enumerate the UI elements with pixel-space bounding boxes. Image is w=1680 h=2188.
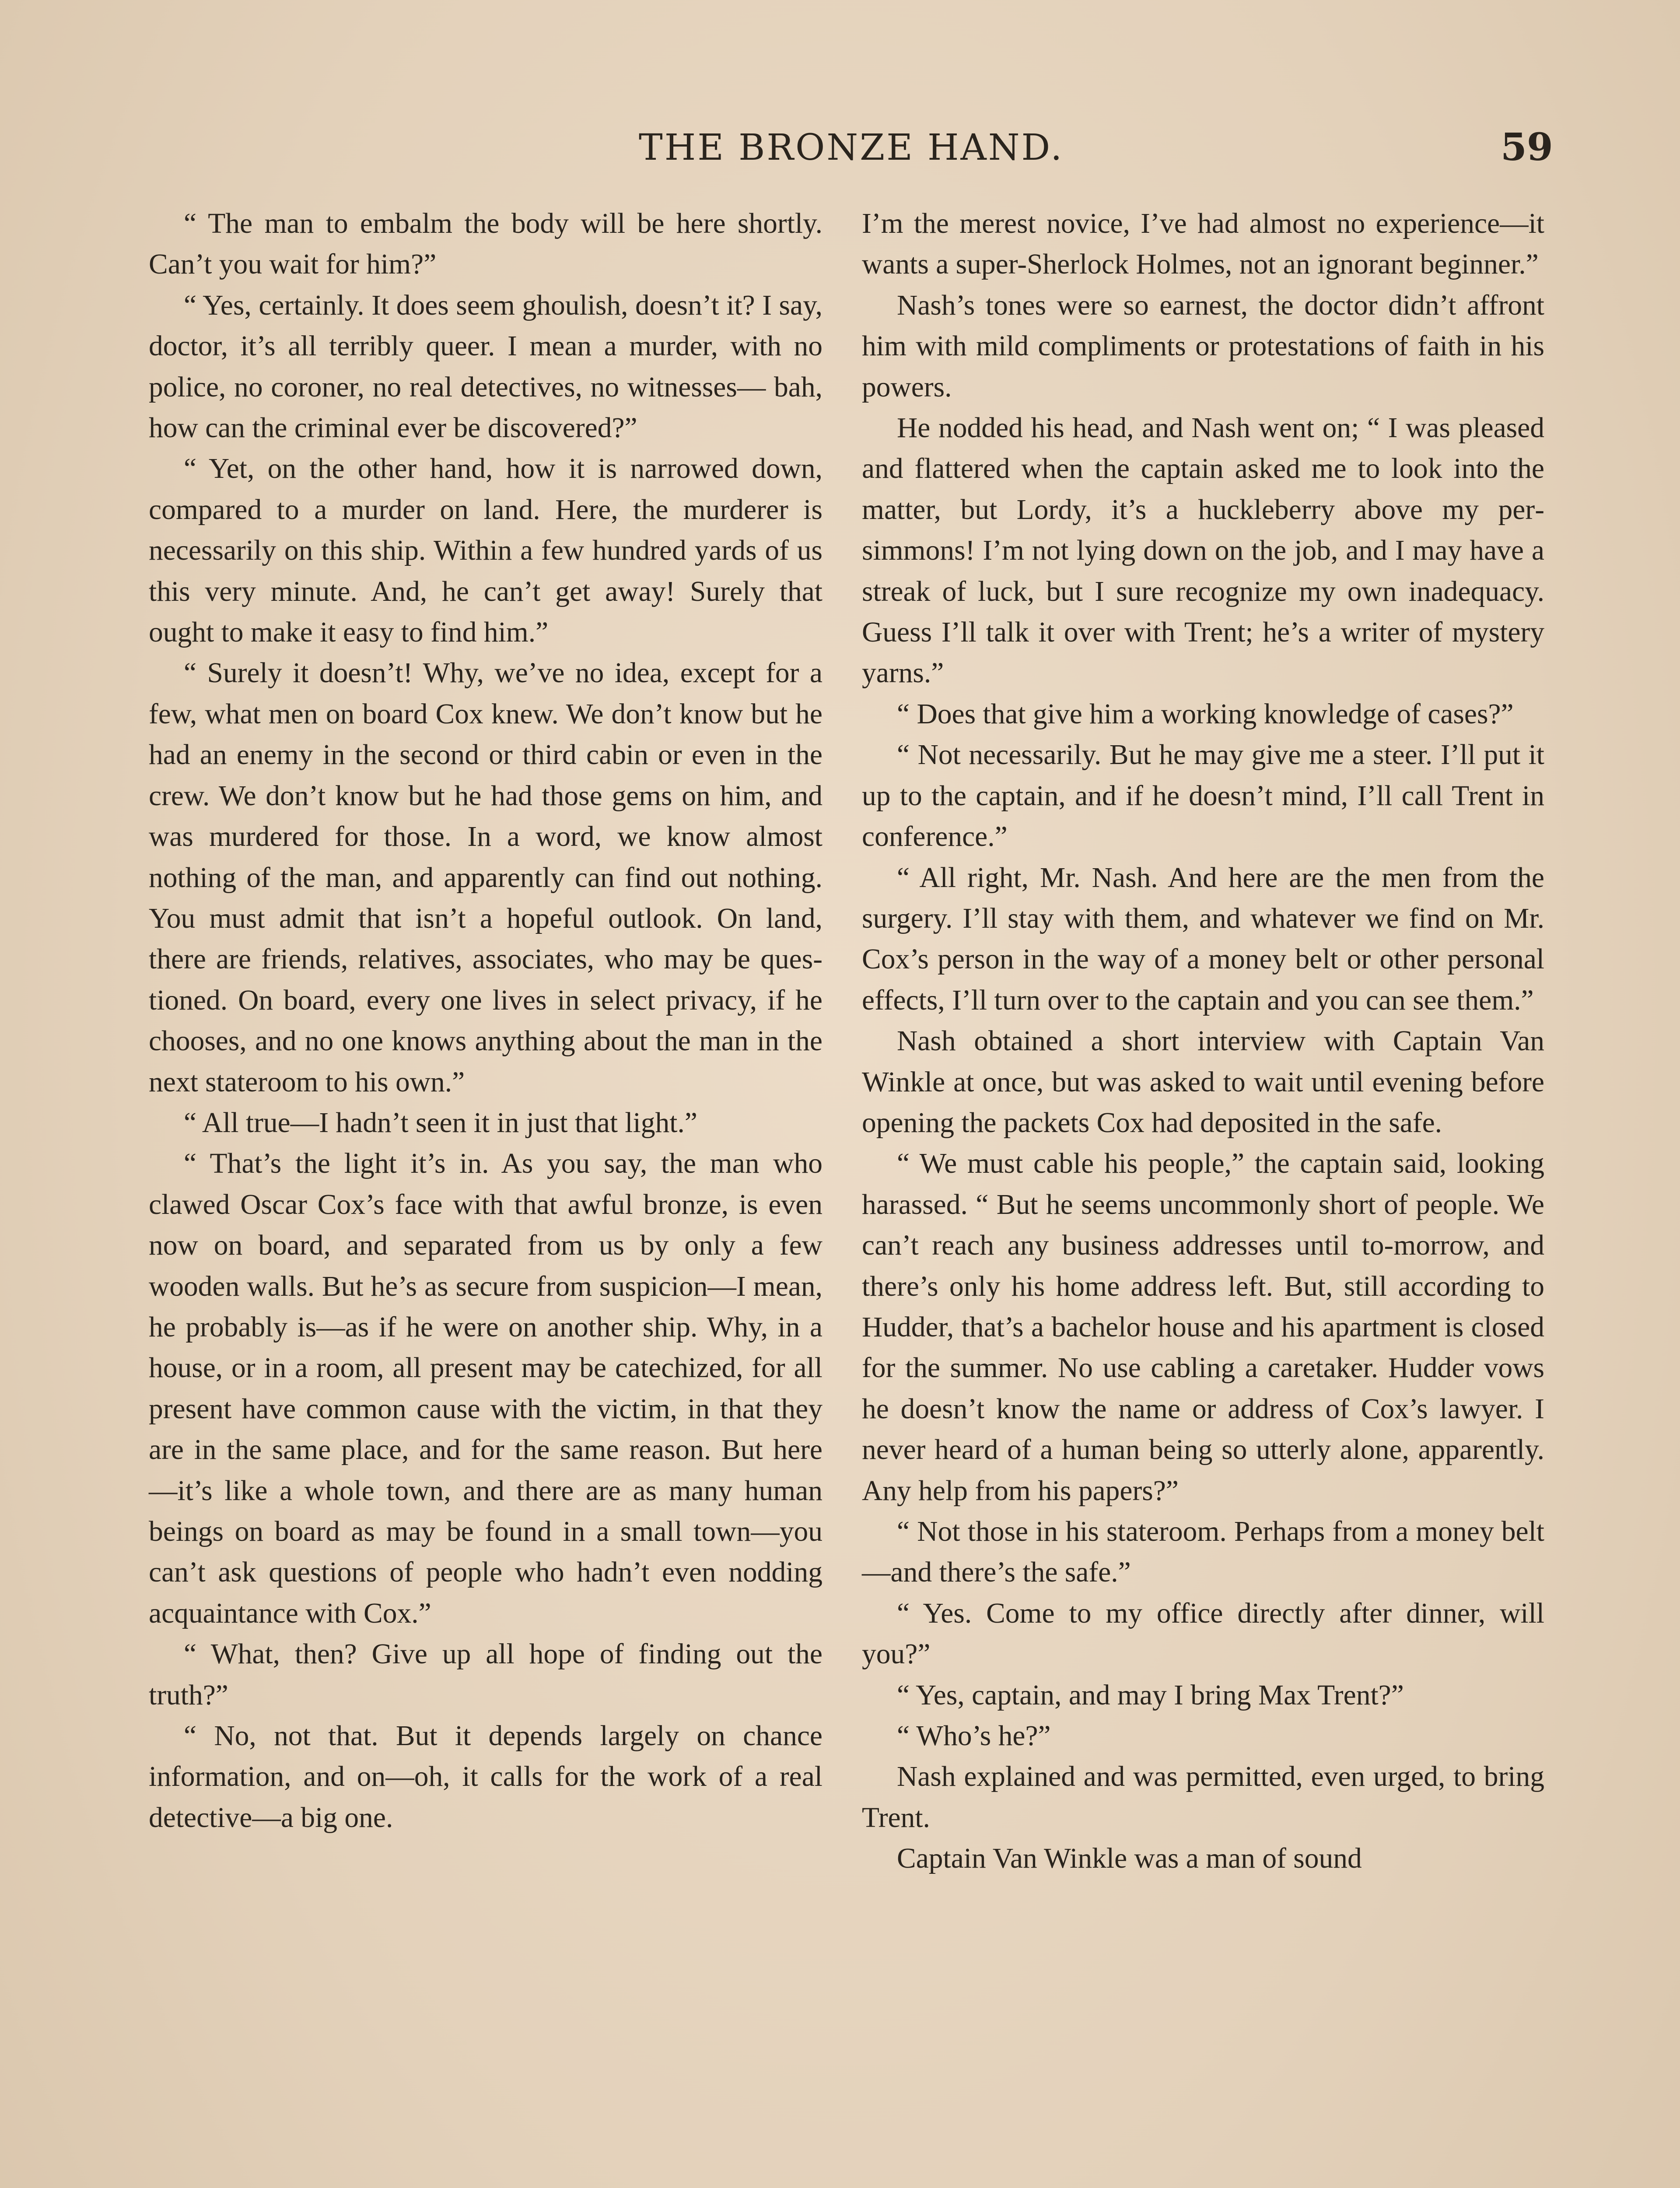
paragraph: “ Does that give him a working knowledge of cases?” — [897, 698, 1514, 730]
page-header — [0, 127, 1680, 179]
paragraph: “ All true—I hadn’t seen it in just that light.” — [184, 1107, 697, 1139]
paragraph: “ Yes, captain, and may I bring Max Trent?” — [897, 1679, 1404, 1711]
page-number: 59 — [1501, 125, 1553, 169]
paragraph: “ The man to embalm the body will be here shortly. Can’t you wait for him?” — [149, 208, 822, 281]
paragraph: “ Yet, on the other hand, how it is narrowed down, compared to a murder on land. Here, the murderer is necessarily on this ship. Within a few hundred yards of us this very minute. And, he can’t get away! Surely that ought to make it easy to find him.” — [149, 453, 822, 649]
paragraph: “ Yes, certainly. It does seem ghoulish, doesn’t it? I say, doctor, it’s all terribly queer. I mean a murder, with no police, no coroner, no real detectives, no witnesses— bah, how can the criminal ever be discovered?” — [149, 289, 822, 444]
paragraph: “ Who’s he?” — [897, 1720, 1051, 1752]
paragraph-continued: I’m the merest novice, I’ve had almost no experience—it wants a super-Sherlock Holmes, not an ignorant beginner.” — [862, 208, 1544, 281]
paragraph: He nodded his head, and Nash went on; “ I was pleased and flattered when the captain asked me to look into the matter, but Lordy, it’s a huckleberry above my persimmons! I’m not lying down on the job, and I may have a streak of luck, but I sure recognize my own inadequacy. Guess I’ll talk it over with Trent; he’s a writer of mystery yarns.” — [862, 412, 1544, 689]
right-column — [862, 203, 1544, 1879]
paragraph: Nash’s tones were so earnest, the doctor didn’t affront him with mild compliments or protestations of faith in his powers. — [862, 289, 1544, 403]
paragraph: “ Surely it doesn’t! Why, we’ve no idea, except for a few, what men on board Cox knew. We don’t know but he had an enemy in the second or third cabin or even in the crew. We don’t know but he had those gems on him, and was murdered for those. In a word, we know almost nothing of the man, and apparently can find out nothing. You must admit that isn’t a hopeful outlook. On land, there are friends, relatives, associates, who may be questioned. On board, every one lives in select privacy, if he chooses, and no one knows anything about the man in the next stateroom to his own.” — [149, 657, 822, 1098]
paragraph: “ That’s the light it’s in. As you say, the man who clawed Oscar Cox’s face with that awful bronze, is even now on board, and separated from us by only a few wooden walls. But he’s as secure from suspicion—I mean, he probably is—as if he were on another ship. Why, in a house, or in a room, all present may be catechized, for all present have common cause with the victim, in that they are in the same place, and for the same reason. But here —it’s like a whole town, and there are as many human beings on board as may be found in a small town—you can’t ask questions of people who hadn’t even nodding acquaintance with Cox.” — [149, 1148, 822, 1629]
paragraph: “ No, not that. But it depends largely on chance information, and on—oh, it calls for the work of a real detective—a big one. — [149, 1720, 822, 1834]
paragraph: “ We must cable his people,” the captain said, looking harassed. “ But he seems uncommonly short of people. We can’t reach any business addresses until to-morrow, and there’s only his home address left. But, still according to Hudder, that’s a bachelor house and his apartment is closed for the summer. No use cabling a caretaker. Hudder vows he doesn’t know the name or address of Cox’s lawyer. I never heard of a human being so utterly alone, apparently. Any help from his papers?” — [862, 1148, 1544, 1507]
left-column — [149, 203, 822, 1838]
paragraph: Nash obtained a short interview with Captain Van Winkle at once, but was asked to wait until evening before opening the packets Cox had deposited in the safe. — [862, 1025, 1544, 1139]
paragraph: “ Not those in his stateroom. Perhaps from a money belt—and there’s the safe.” — [862, 1516, 1544, 1588]
paragraph: Captain Van Winkle was a man of sound — [897, 1843, 1362, 1875]
paragraph: “ All right, Mr. Nash. And here are the men from the surgery. I’ll stay with them, and whatever we find on Mr. Cox’s person in the way of a money belt or other personal effects, I’ll turn over to the captain and you can see them.” — [862, 862, 1544, 1016]
paragraph: “ Not necessarily. But he may give me a steer. I’ll put it up to the captain, and if he doesn’t mind, I’ll call Trent in conference.” — [862, 739, 1544, 853]
running-title: THE BRONZE HAND. — [639, 127, 1064, 168]
paragraph: “ What, then? Give up all hope of finding out the truth?” — [149, 1638, 822, 1711]
paragraph: Nash explained and was permitted, even urged, to bring Trent. — [862, 1761, 1544, 1834]
paragraph: “ Yes. Come to my office directly after dinner, will you?” — [862, 1597, 1544, 1670]
